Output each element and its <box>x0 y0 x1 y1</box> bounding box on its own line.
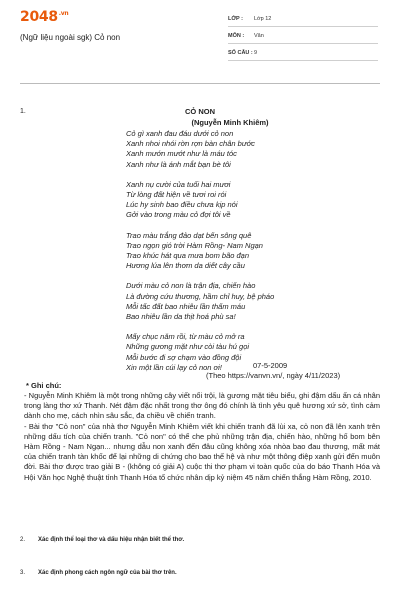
poem-line: Từ lòng đất hiện về tươi roi rói <box>126 190 227 200</box>
poem-line: Hương lúa lên thơm da diết cây cầu <box>126 261 245 271</box>
poem-line: Lúc hy sinh bao điều chưa kịp nói <box>126 200 238 210</box>
meta-row-subject <box>228 27 378 44</box>
note-paragraph: - Nguyễn Minh Khiêm là một trong những cây viết nổi trội, là gương mặt tiêu biểu, ghi đậm dấu ấn cá nhân trong làng thơ xứ Thanh. Nét đậm đặc nhất trong thơ ông đó chính là tình yêu quê hương xứ sở, tình cảm dành cho mẹ, cách nhìn sâu sắc, đa chiều về chiến tranh. <box>24 391 380 421</box>
poem-line: Dưới màu cỏ non là trận địa, chiến hào <box>126 281 256 291</box>
logo-text: 2048 <box>20 9 58 25</box>
note-paragraph: - Bài thơ "Cỏ non" của nhà thơ Nguyễn Minh Khiêm viết khi chiến tranh đã lùi xa, cỏ non đã lên xanh trên những dấu tích của chiến tranh. "Cỏ non" có thể che phủ những trận địa, chiến hào, những hố bom bên Hàm Rồng - Nam Ngạn... nhưng dẫu non xanh đến đâu cũng không xóa nhòa bao đau thương, mất mát của chiến tranh tàn khốc để lại những di chứng cho bao thế hệ và như một thông điệp xanh gửi đến muôn đời. Bài thơ được trao giải B - (không có giải A) cuộc thi thơ phạm vi toàn quốc của do báo Thanh Hóa và Hội Văn học Nghệ thuật tỉnh Thanh Hóa tổ chức nhân dịp kỷ niệm 45 năm chiến thắng Hàm Rồng, 2010. <box>24 421 380 482</box>
question-number: 3. <box>20 570 26 576</box>
poem-line: Trao màu trắng đảo dạt bến sông quê <box>126 230 252 240</box>
poem-line: Mấy chục năm rồi, từ màu cỏ mở ra <box>126 332 245 342</box>
poem-stanza <box>126 231 326 272</box>
poem-line: Gởi vào trong màu cỏ đợi tôi về <box>126 210 231 220</box>
poem-line: Mỗi bước đi sợ chạm vào đồng đội <box>126 352 242 362</box>
meta-label: MÔN : <box>228 33 245 39</box>
notes-title: * Ghi chú: <box>26 381 62 390</box>
header-divider <box>20 83 380 84</box>
poem-title: CỎ NON <box>185 107 215 116</box>
poem-line: Trao khúc hát qua mưa bom bão đạn <box>126 251 250 261</box>
meta-value: Văn <box>254 33 264 39</box>
page-subtitle: (Ngữ liệu ngoài sgk) Cỏ non <box>20 33 121 42</box>
meta-label: SỐ CÂU : <box>228 50 253 56</box>
meta-value: Lớp 12 <box>254 16 272 22</box>
meta-row-count <box>228 44 378 61</box>
poem-line: Là đường cứu thương, hầm chỉ huy, bệ pháo <box>126 291 275 301</box>
poem-stanza <box>126 281 326 322</box>
poem-line: Xanh như là ánh mắt bạn bè tôi <box>126 159 231 169</box>
poem-source: (Theo https://vanvn.vn/, ngày 4/11/2023) <box>206 371 341 380</box>
question-number: 1. <box>20 108 26 115</box>
poem-stanza <box>126 332 326 373</box>
question-number: 2. <box>20 537 26 543</box>
poem-line: Trao ngọn gió trời Hàm Rồng- Nam Ngạn <box>126 240 263 250</box>
poem-body <box>126 129 326 383</box>
logo-suffix: .vn <box>58 10 69 18</box>
poem-author: (Nguyễn Minh Khiêm) <box>191 118 269 127</box>
poem-line: Mỗi tấc đất bao nhiêu lần thấm máu <box>126 301 246 311</box>
poem-line: Xanh nhoi nhói rờn rợn bàn chân bước <box>126 139 255 149</box>
question-text: Xác định thể loại thơ và dấu hiệu nhận biết thể thơ. <box>38 537 185 543</box>
question-text: Xác định phong cách ngôn ngữ của bài thơ trên. <box>38 570 177 576</box>
poem-line: Xanh nụ cười của tuổi hai mươi <box>126 179 231 189</box>
meta-label: LỚP : <box>228 16 243 22</box>
page-header <box>0 0 400 66</box>
poem-line: Những gương mặt như còi tàu hú gọi <box>126 342 250 352</box>
site-logo[interactable] <box>20 9 68 25</box>
poem-line: Xanh mướn mướt như là máu tóc <box>126 149 237 159</box>
poem-line: Bao nhiêu lần da thịt hoá phù sa! <box>126 312 236 322</box>
poem-line: Cỏ gì xanh đau đáu dưới cỏ non <box>126 129 234 138</box>
poem-date: 07-5-2009 <box>253 361 288 370</box>
poem-stanza <box>126 180 326 221</box>
poem-stanza <box>126 129 326 170</box>
notes-body <box>24 391 380 483</box>
meta-row-class <box>228 10 378 27</box>
meta-info <box>228 10 378 61</box>
meta-value: 9 <box>254 50 258 56</box>
poem-line: Xin một lần cúi lạy cỏ non ơi! <box>126 362 222 372</box>
